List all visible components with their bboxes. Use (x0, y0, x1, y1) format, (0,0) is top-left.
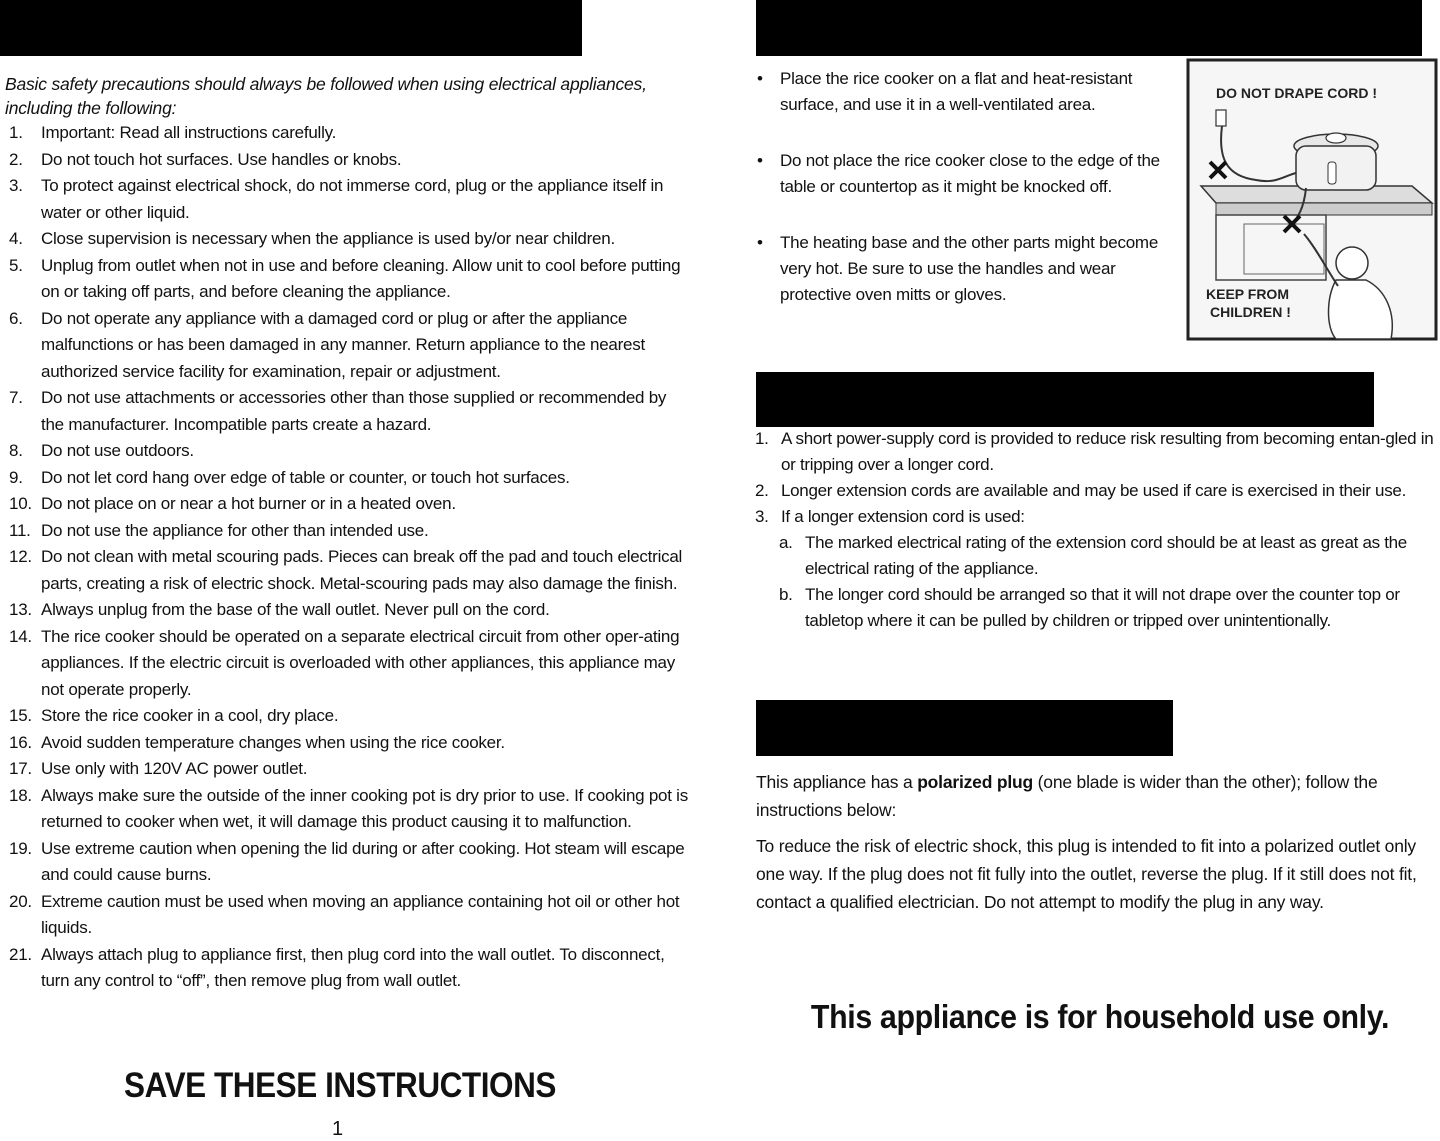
safety-list-item (0, 597, 690, 624)
cord-subitem (755, 582, 1440, 634)
counter-edge-shape (1216, 203, 1432, 215)
bullet-mark: • (757, 233, 763, 252)
cord-item-number: 3. (755, 507, 769, 526)
cooker-knob-shape (1326, 133, 1346, 143)
cord-item-number: 2. (755, 481, 769, 500)
safety-item-number-text: 5. (9, 255, 23, 275)
wall-outlet-icon (1216, 110, 1226, 126)
safety-list-item (0, 253, 690, 306)
illustration-top-caption: DO NOT DRAPE CORD ! (1216, 85, 1377, 101)
safety-item-number-text: 10. (9, 494, 32, 513)
safety-item-number (0, 756, 41, 783)
safety-item-number-text: 7. (9, 388, 23, 407)
cord-subitem-text: The longer cord should be arranged so that it will not drape over the counter top or tabletop where it can be pulled by children or tripped over unintentionally. (805, 585, 1400, 630)
polarized-plug-intro (756, 768, 1440, 824)
safety-item-text: Do not touch hot surfaces. Use handles or knobs. (41, 149, 402, 169)
safety-item-text: Do not place on or near a hot burner or in a heated oven. (41, 494, 456, 513)
polarized-intro-end: (one blade is wider than the other); follow the instructions below: (756, 772, 1378, 820)
safety-list-item (0, 703, 690, 730)
safety-item-text: Do not clean with metal scouring pads. Pieces can break off the pad and touch electrical parts, creating a risk of electric shock. Metal-scouring pads may also damage the finish. (41, 547, 683, 593)
safety-item-text: Do not use attachments or accessories other than those supplied or recommended by the manufacturer. Incompatible parts create a hazard. (41, 388, 667, 434)
placement-bullet-text: The heating base and the other parts might become very hot. Be sure to use the handles and wear protective oven mitts or gloves. (780, 233, 1159, 304)
safety-item-number (0, 491, 41, 518)
safety-list-item (0, 173, 690, 226)
cord-item (755, 426, 1440, 478)
safety-item-number-text: 20. (9, 891, 32, 911)
safety-item-number (0, 465, 41, 492)
safety-item-number (0, 889, 41, 942)
polarized-plug-instructions: To reduce the risk of electric shock, this plug is intended to fit into a polarized outlet only one way. If the plug does not fit fully into the outlet, reverse the plug. If it still does not fit, contact a qualified electrician. Do not attempt to modify the plug in any way. (756, 836, 1417, 912)
safety-item-number (0, 147, 41, 174)
page-number: 1 (332, 1118, 344, 1140)
cooker-switch-shape (1328, 162, 1336, 184)
cord-item-text: If a longer extension cord is used: (781, 507, 1025, 526)
polarized-plug-term: polarized plug (917, 772, 1033, 792)
safety-item-number-text: 8. (9, 441, 23, 460)
safety-list-item (0, 889, 690, 942)
safety-item-text: Avoid sudden temperature changes when using the rice cooker. (41, 732, 505, 752)
safety-item-number-text: 17. (9, 759, 32, 778)
placement-bullet (757, 148, 1182, 200)
illustration-bottom-caption-2: CHILDREN ! (1210, 304, 1291, 320)
safety-item-number (0, 942, 41, 995)
cord-item-text: Longer extension cords are available and may be used if care is exercised in their use. (781, 481, 1406, 500)
safety-item-text: Close supervision is necessary when the appliance is used by/or near children. (41, 229, 615, 248)
safety-intro: Basic safety precautions should always be followed when using electrical appliances, including the following: (5, 74, 647, 118)
safety-list-item (0, 836, 690, 889)
safety-item-text: Important: Read all instructions carefully. (41, 123, 337, 142)
safety-item-number-text: 1. (9, 123, 23, 142)
safety-list-item (0, 147, 690, 174)
cord-item-number: 1. (755, 429, 769, 448)
cord-subitem-text: The marked electrical rating of the extension cord should be at least as great as the electrical rating of the appliance. (805, 533, 1407, 578)
safety-list-item (0, 730, 690, 757)
safety-item-number (0, 253, 41, 306)
safety-item-text: Do not use the appliance for other than intended use. (41, 520, 429, 540)
polarized-plug-section (756, 768, 1440, 924)
safety-item-text: Store the rice cooker in a cool, dry place. (41, 706, 339, 725)
safety-item-number (0, 518, 41, 545)
safety-item-number-text: 14. (9, 626, 32, 646)
safety-list-item (0, 120, 690, 147)
placement-bullet (757, 66, 1182, 118)
safety-item-number (0, 226, 41, 253)
placement-bullet-text: Place the rice cooker on a flat and heat-resistant surface, and use it in a well-ventilated area. (780, 69, 1133, 114)
cord-item-text: A short power-supply cord is provided to reduce risk resulting from becoming entan-gled in or tripping over a longer cord. (781, 429, 1434, 474)
left-header-bar (0, 0, 582, 56)
safety-item-number (0, 730, 41, 757)
safety-item-number (0, 385, 41, 438)
safety-item-number (0, 783, 41, 836)
safety-item-number-text: 12. (9, 547, 32, 566)
safety-item-number-text: 9. (9, 467, 23, 487)
household-use-notice: This appliance is for household use only. (810, 998, 1390, 1035)
bullet-mark: • (757, 69, 763, 88)
save-instructions-heading: SAVE THESE INSTRUCTIONS (124, 1066, 556, 1105)
safety-list-item (0, 942, 690, 995)
illustration-bottom-caption-1: KEEP FROM (1206, 286, 1289, 302)
safety-item-number (0, 836, 41, 889)
polarized-intro-start: This appliance has a (756, 772, 918, 792)
safety-item-text: The rice cooker should be operated on a separate electrical circuit from other oper-ating appliances. If the electric circuit is overloaded with other appliances, this appliance may not operate properly. (41, 626, 680, 699)
safety-item-number (0, 306, 41, 386)
safety-list-item (0, 385, 690, 438)
right-header-bar (756, 0, 1422, 56)
placement-bullet (757, 230, 1182, 308)
safety-item-text: Always attach plug to appliance first, then plug cord into the wall outlet. To disconnect, turn any control to “off”, then remove plug from wall outlet. (41, 944, 665, 990)
cord-safety-illustration (1186, 58, 1438, 341)
bullet-mark: • (757, 151, 763, 170)
safety-item-number-text: 6. (9, 308, 23, 328)
placement-bullet-text: Do not place the rice cooker close to the edge of the table or countertop as it might be knocked off. (780, 151, 1160, 196)
safety-item-number (0, 703, 41, 730)
safety-list (0, 120, 690, 995)
extension-cord-list (755, 426, 1440, 634)
safety-item-number (0, 544, 41, 597)
extension-cord-header-bar (756, 372, 1374, 427)
safety-list-item (0, 306, 690, 386)
safety-item-text: Do not use outdoors. (41, 441, 194, 460)
safety-item-text: Always unplug from the base of the wall outlet. Never pull on the cord. (41, 600, 550, 619)
safety-list-item (0, 756, 690, 783)
safety-item-text: Use only with 120V AC power outlet. (41, 759, 308, 778)
safety-item-text: Unplug from outlet when not in use and before cleaning. Allow unit to cool before putting on or taking off parts, and before cleaning the appliance. (41, 255, 681, 301)
safety-item-number-text: 21. (9, 944, 32, 964)
cord-subitem-letter: b. (779, 585, 793, 604)
safety-list-item (0, 438, 690, 465)
safety-item-number-text: 13. (9, 600, 32, 619)
safety-item-number (0, 120, 41, 147)
safety-item-number-text: 15. (9, 706, 32, 725)
cord-subitem-letter: a. (779, 533, 793, 552)
safety-item-text: To protect against electrical shock, do not immerse cord, plug or the appliance itself in water or other liquid. (41, 176, 664, 222)
safety-item-text: Do not let cord hang over edge of table or counter, or touch hot surfaces. (41, 467, 570, 487)
safety-list-item (0, 491, 690, 518)
safety-item-number (0, 624, 41, 704)
safety-item-number-text: 2. (9, 149, 23, 169)
safety-item-number-text: 16. (9, 732, 32, 752)
polarized-plug-header-bar (756, 700, 1173, 756)
safety-item-text: Do not operate any appliance with a damaged cord or plug or after the appliance malfunctions or has been damaged in any manner. Return appliance to the nearest authorized service facility for examination, repair or adjustment. (41, 308, 645, 381)
safety-list-item (0, 518, 690, 545)
safety-item-text: Always make sure the outside of the inner cooking pot is dry prior to use. If cooking pot is returned to cooker when wet, it will damage this product causing it to malfunction. (41, 785, 688, 831)
safety-list-item (0, 783, 690, 836)
safety-item-number-text: 11. (9, 520, 31, 540)
safety-item-number (0, 438, 41, 465)
cord-item (755, 478, 1440, 504)
safety-item-number-text: 18. (9, 785, 32, 805)
safety-list-item (0, 544, 690, 597)
cord-item (755, 504, 1440, 530)
child-head-shape (1336, 247, 1368, 279)
safety-list-item (0, 624, 690, 704)
safety-list-item (0, 226, 690, 253)
safety-item-number (0, 597, 41, 624)
cord-subitem (755, 530, 1440, 582)
safety-item-number (0, 173, 41, 226)
safety-item-number-text: 19. (9, 838, 32, 858)
cord-safety-drawing (1186, 58, 1438, 341)
safety-item-text: Extreme caution must be used when moving an appliance containing hot oil or other hot liquids. (41, 891, 680, 937)
safety-item-number-text: 3. (9, 176, 23, 195)
safety-item-text: Use extreme caution when opening the lid during or after cooking. Hot steam will escape and could cause burns. (41, 838, 685, 884)
safety-item-number-text: 4. (9, 229, 23, 248)
safety-list-item (0, 465, 690, 492)
